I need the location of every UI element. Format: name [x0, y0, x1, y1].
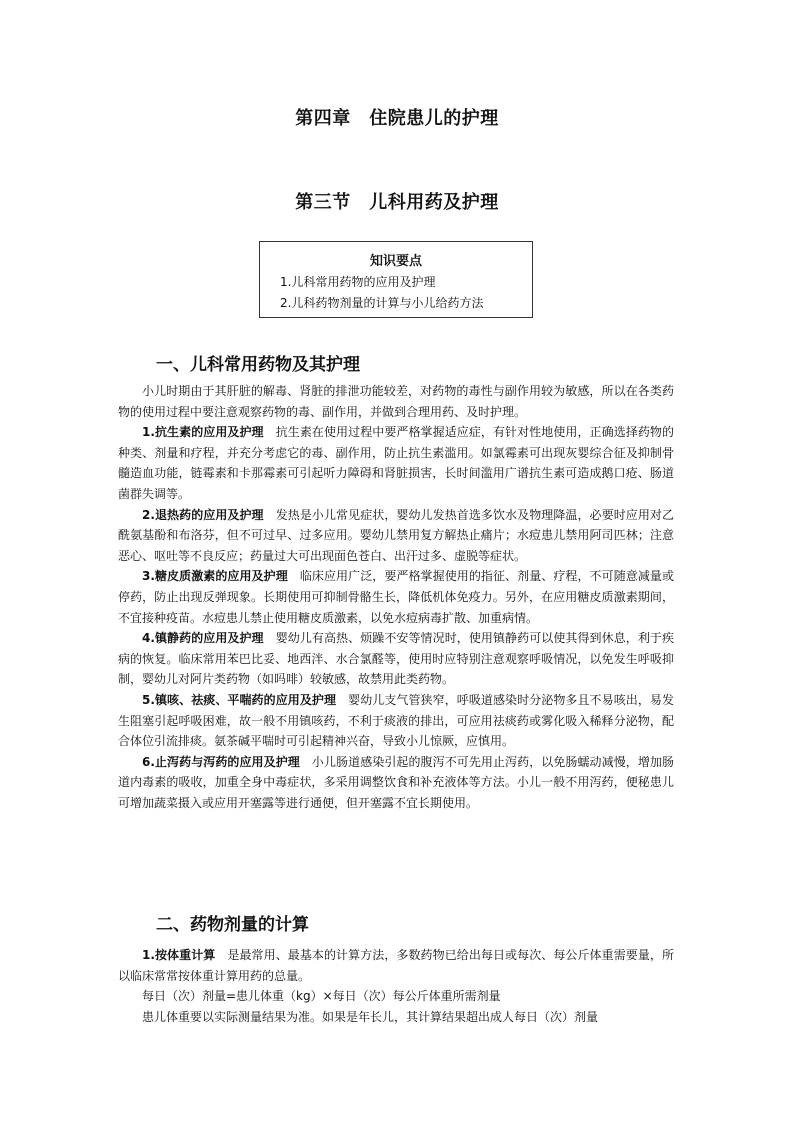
- knowledge-point-item: 1.儿科常用药物的应用及护理: [280, 275, 436, 289]
- item-title: 2.退热药的应用及护理: [142, 507, 264, 522]
- intro-paragraph: 小儿时期由于其肝脏的解毒、肾脏的排泄功能较差，对药物的毒性与副作用较为敏感，所以在各类药物的使用过程中要注意观察药物的毒、副作用，并做到合理用药、及时护理。: [118, 384, 674, 419]
- knowledge-point-item: 2.儿科药物剂量的计算与小儿给药方法: [280, 296, 484, 310]
- item-title: 1.抗生素的应用及护理: [142, 425, 264, 440]
- part2-body: [118, 945, 674, 1027]
- section-title: 第三节 儿科用药及护理: [295, 192, 499, 213]
- chapter-title: 第四章 住院患儿的护理: [295, 108, 499, 129]
- item-title: 3.糖皮质激素的应用及护理: [142, 569, 288, 584]
- item-paragraph: [118, 690, 674, 752]
- item-title: 6.止泻药与泻药的应用及护理: [142, 754, 300, 769]
- item-text: 临床应用广泛，要严格掌握使用的指征、剂量、疗程，不可随意减量或停药，防止出现反弹现象。长期使用可抑制骨骼生长，降低机体免疫力。另外，在应用糖皮质激素期间，不宜接种疫苗。水痘患儿禁止使用糖皮质激素，以免水痘病毒扩散、加重病情。: [118, 569, 674, 625]
- item-paragraph: [118, 505, 674, 567]
- item-title: 5.镇咳、祛痰、平喘药的应用及护理: [142, 692, 337, 707]
- item-title: 1.按体重计算: [142, 948, 216, 962]
- item-paragraph: [118, 752, 674, 814]
- formula-line: 每日（次）剂量=患儿体重（kg）×每日（次）每公斤体重所需剂量: [142, 989, 501, 1004]
- item-text: 发热是小儿常见症状，婴幼儿发热首选多饮水及物理降温，必要时应用对乙酰氨基酚和布洛芬，但不可过早、过多应用。婴幼儿禁用复方解热止痛片；水痘患儿禁用阿司匹林；注意恶心、呕吐等不良反应；药量过大可出现面色苍白、出汗过多、虚脱等症状。: [118, 507, 674, 563]
- item-text: 是最常用、最基本的计算方法，多数药物已给出每日或每次、每公斤体重需要量，所以临床常常按体重计算用药的总量。: [118, 948, 674, 983]
- item-title: 4.镇静药的应用及护理: [142, 631, 264, 646]
- knowledge-points-box: [259, 241, 533, 318]
- item-paragraph: [118, 566, 674, 628]
- item-text: 小儿肠道感染引起的腹泻不可先用止泻药，以免肠蠕动减慢，增加肠道内毒素的吸收，加重全身中毒症状，多采用调整饮食和补充液体等方法。小儿一般不用泻药，便秘患儿可增加蔬菜摄入或应用开塞露等进行通便，但开塞露不宜长期使用。: [118, 754, 674, 810]
- body-paragraph: 患儿体重要以实际测量结果为准。如果是年长儿，其计算结果超出成人每日（次）剂量: [142, 1009, 599, 1024]
- part1-heading: 一、儿科常用药物及其护理: [156, 355, 360, 375]
- item-text: 婴幼儿有高热、烦躁不安等情况时，使用镇静药可以使其得到休息，利于疾病的恢复。临床常用苯巴比妥、地西泮、水合氯醛等，使用时应特别注意观察呼吸情况，以免发生呼吸抑制，婴幼儿对阿片类药物（如吗啡）较敏感，故禁用此类药物。: [118, 631, 674, 687]
- item-paragraph: [118, 628, 674, 690]
- part2-heading: 二、药物剂量的计算: [156, 915, 309, 935]
- knowledge-points-title: 知识要点: [369, 254, 422, 269]
- item-paragraph: [118, 945, 674, 986]
- item-text: 婴幼儿支气管狭窄，呼吸道感染时分泌物多且不易咳出，易发生阻塞引起呼吸困难，故一般不用镇咳药，不利于痰液的排出，可应用祛痰药或雾化吸入稀释分泌物，配合体位引流排痰。氨茶碱平喘时可引起精神兴奋，导致小儿惊厥，应慎用。: [118, 692, 674, 749]
- item-paragraph: [118, 422, 674, 504]
- item-text: 抗生素在使用过程中要严格掌握适应症，有针对性地使用，正确选择药物的种类、剂量和疗程，并充分考虑它的毒、副作用，防止抗生素滥用。如氯霉素可出现灰婴综合征及抑制骨髓造血功能，链霉素和卡那霉素可引起听力障碍和肾脏损害，长时间滥用广谱抗生素可造成鹅口疮、肠道菌群失调等。: [118, 425, 674, 501]
- part1-body: [118, 381, 674, 813]
